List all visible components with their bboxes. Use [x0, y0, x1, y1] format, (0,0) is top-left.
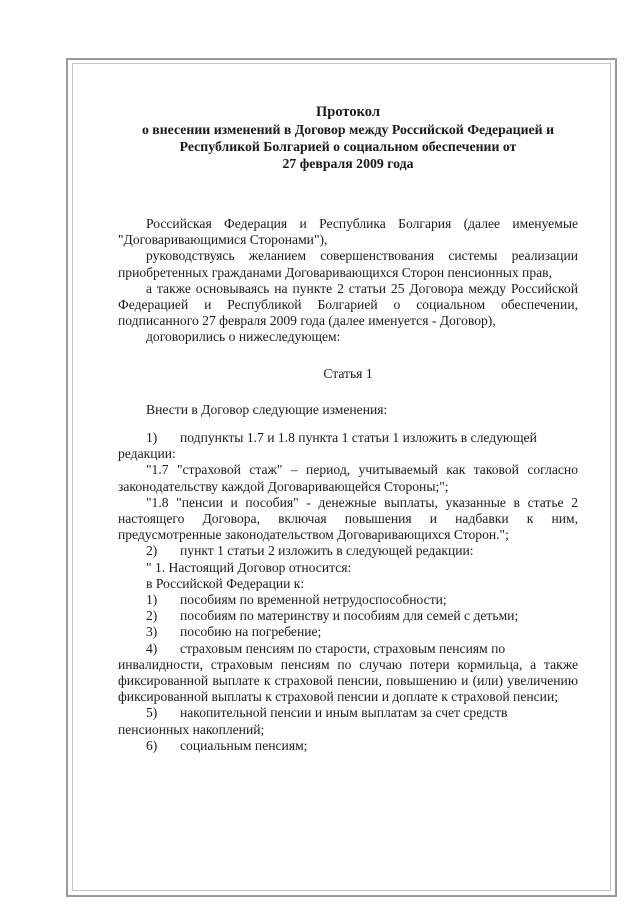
- sub-item-3: [118, 624, 578, 640]
- sub-item-text: накопительной пенсии и иным выплатам за счет средств: [180, 705, 508, 721]
- title-line-3: 27 февраля 2009 года: [282, 156, 414, 171]
- preamble-paragraph-1: Российская Федерация и Республика Болгария (далее именуемые "Договаривающимися Сторонами"),: [118, 216, 578, 248]
- title-heading: Протокол: [316, 104, 380, 120]
- sub-item-number: 6): [146, 737, 158, 753]
- spacer: [118, 418, 578, 430]
- quote-point-1: " 1. Настоящий Договор относится:: [146, 559, 352, 575]
- document-title: [118, 104, 578, 172]
- sub-item-number: 4): [146, 640, 158, 656]
- item-text: подпункты 1.7 и 1.8 пункта 1 статьи 1 изложить в следующей: [180, 430, 537, 446]
- article-1-intro: Внести в Договор следующие изменения:: [146, 401, 388, 417]
- sub-item-5-continuation: пенсионных накоплений;: [118, 721, 265, 737]
- sub-item-number: 3): [146, 624, 158, 640]
- amendment-item-1: [118, 430, 578, 446]
- quote-russian-federation: в Российской Федерации к:: [146, 575, 305, 591]
- item-text: пункт 1 статьи 2 изложить в следующей редакции:: [180, 543, 474, 559]
- article-1-heading: Статья 1: [323, 365, 373, 381]
- quote-1-7: "1.7 "страховой стаж" – период, учитываемый как таковой согласно законодательству каждой Договаривающейся Стороны;";: [118, 462, 578, 494]
- sub-item-4-continuation: инвалидности, страховым пенсиям по случаю потери кормильца, а также фиксированной выплате к страховой пенсии, повышению и (или) увеличению фиксированной выплаты к страховой пенсии и доплате к страховой пенсии;: [118, 656, 578, 705]
- title-line-1: о внесении изменений в Договор между Российской Федерацией и: [141, 122, 555, 137]
- spacer: [118, 346, 578, 366]
- sub-item-text: социальным пенсиям;: [180, 737, 308, 753]
- preamble-paragraph-2: руководствуясь желанием совершенствования системы реализации приобретенных гражданами Договаривающихся Сторон пенсионных прав,: [118, 248, 578, 280]
- preamble-paragraph-4: договорились о нижеследующем:: [146, 329, 341, 345]
- amendment-item-2: [118, 543, 578, 559]
- sub-item-number: 5): [146, 705, 158, 721]
- item-number: 2): [146, 543, 158, 559]
- sub-item-text: пособиям по материнству и пособиям для семей с детьми;: [180, 608, 519, 624]
- title-line-2: Республикой Болгарией о социальном обеспечении от: [179, 139, 517, 154]
- sub-item-text: пособию на погребение;: [180, 624, 322, 640]
- quote-1-8: "1.8 "пенсии и пособия" - денежные выплаты, указанные в статье 2 настоящего Договора, включая повышения и надбавки к ним, предусмотренные законодательством Договаривающихся Сторон.";: [118, 494, 578, 543]
- sub-item-1: [118, 592, 578, 608]
- sub-item-text: страховым пенсиям по старости, страховым пенсиям по: [180, 640, 506, 656]
- sub-item-number: 2): [146, 608, 158, 624]
- document-body: [118, 104, 578, 754]
- item-number: 1): [146, 430, 158, 446]
- spacer: [118, 382, 578, 402]
- item-1-continuation: редакции:: [118, 446, 176, 462]
- spacer: [118, 172, 578, 216]
- sub-item-4: [118, 641, 578, 657]
- sub-item-number: 1): [146, 592, 158, 608]
- sub-item-6: [118, 738, 578, 754]
- sub-item-text: пособиям по временной нетрудоспособности;: [180, 592, 447, 608]
- preamble-paragraph-3: а также основываясь на пункте 2 статьи 25 Договора между Российской Федерацией и Республикой Болгарией о социальном обеспечении, подписанного 27 февраля 2009 года (далее именуется - Договор),: [118, 280, 578, 329]
- sub-item-2: [118, 608, 578, 624]
- sub-item-5: [118, 705, 578, 721]
